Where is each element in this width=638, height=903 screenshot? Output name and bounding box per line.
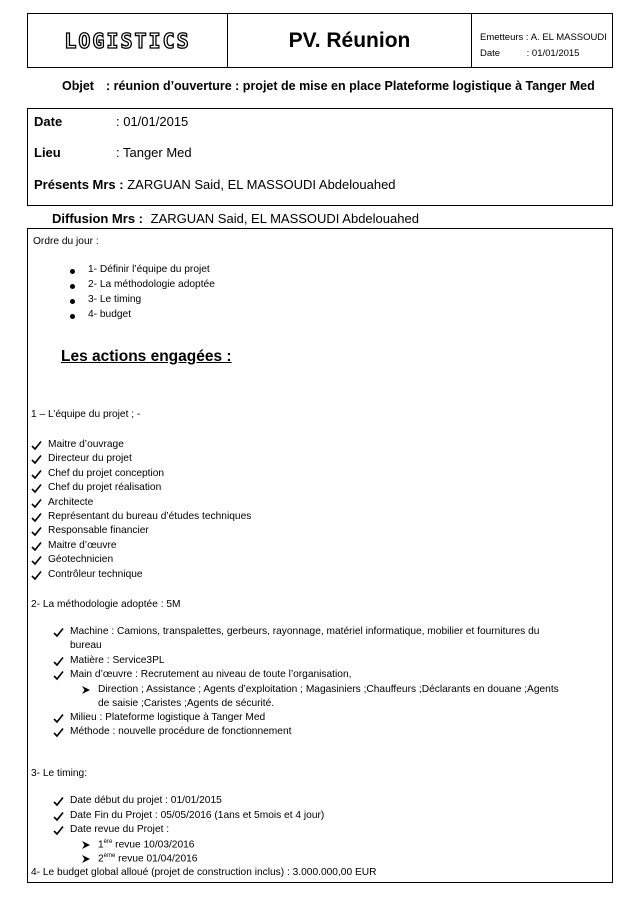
method-item-matiere: Matière : Service3PL — [53, 655, 165, 666]
timing-review: Date revue du Projet : — [53, 824, 169, 835]
budget-line: 4- Le budget global alloué (projet de construction inclus) : 3.000.000,00 EUR — [31, 867, 377, 878]
info-lieu-label: Lieu — [34, 145, 61, 160]
info-box — [27, 108, 613, 206]
agenda-item: 4- budget — [70, 309, 131, 320]
diffusion-label: Diffusion Mrs : — [52, 211, 143, 226]
actions-heading: Les actions engagées : — [61, 348, 232, 365]
objet-label: Objet — [62, 79, 94, 93]
arrow-bullet-icon — [81, 840, 91, 850]
team-title: 1 – L’équipe du projet ; - — [31, 409, 141, 420]
info-lieu-value: : Tanger Med — [116, 145, 192, 160]
method-title: 2- La méthodologie adoptée : 5M — [31, 599, 181, 610]
method-item-main-oeuvre: Main d’œuvre : Recrutement au niveau de toute l’organisation, — [53, 669, 351, 680]
agenda-item: 3- Le timing — [70, 294, 141, 305]
info-date-row — [34, 114, 188, 129]
info-lieu-row — [34, 145, 192, 160]
objet-value: : réunion d’ouverture : projet de mise en place Plateforme logistique à Tanger Med — [106, 79, 595, 93]
team-list-item: Responsable financier — [31, 525, 149, 536]
arrow-bullet-icon — [81, 854, 91, 864]
logo: LOGISTICS — [64, 28, 191, 53]
check-icon — [31, 541, 42, 552]
info-presents-label: Présents Mrs : — [34, 177, 124, 192]
team-list-item: Chef du projet conception — [31, 468, 164, 479]
team-list-item: Directeur du projet — [31, 453, 132, 464]
info-presents-value: ZARGUAN Said, EL MASSOUDI Abdelouahed — [127, 177, 396, 192]
timing-review-1: 1ère revue 10/03/2016 — [81, 839, 194, 850]
emitters-value: A. EL MASSOUDI — [530, 32, 607, 43]
check-icon — [31, 454, 42, 465]
info-date-label: Date — [34, 114, 63, 129]
team-list-item: Chef du projet réalisation — [31, 482, 161, 493]
check-icon — [31, 570, 42, 581]
check-icon — [53, 825, 64, 836]
method-item-methode: Méthode : nouvelle procédure de fonctionnement — [53, 726, 291, 737]
check-icon — [53, 811, 64, 822]
emitters-label: Emetteurs : — [480, 32, 529, 43]
info-date-value: : 01/01/2015 — [116, 114, 189, 129]
check-icon — [53, 670, 64, 681]
emitters-cell — [472, 14, 612, 67]
team-list-item: Géotechnicien — [31, 554, 113, 565]
timing-start: Date début du projet : 01/01/2015 — [53, 795, 222, 806]
diffusion-line — [52, 211, 419, 226]
header-table — [27, 13, 613, 68]
header-date-value: : 01/01/2015 — [526, 48, 580, 59]
header-date-label: Date — [480, 48, 501, 59]
method-item-milieu: Milieu : Plateforme logistique à Tanger Med — [53, 712, 265, 723]
method-item-machine-cont: bureau — [70, 640, 102, 651]
team-list-item: Représentant du bureau d’études techniques — [31, 511, 251, 522]
team-list-item: Architecte — [31, 497, 93, 508]
check-icon — [31, 512, 42, 523]
team-list-item: Contrôleur technique — [31, 569, 143, 580]
check-icon — [53, 627, 64, 638]
check-icon — [53, 656, 64, 667]
agenda-item: 1- Définir l’équipe du projet — [70, 264, 210, 275]
main-content-box — [27, 228, 613, 883]
method-subitem-direction-cont: de saisie ;Caristes ;Agents de sécurité. — [98, 698, 275, 709]
info-presents-row — [34, 177, 396, 192]
check-icon — [53, 727, 64, 738]
agenda-title: Ordre du jour : — [33, 236, 99, 247]
check-icon — [53, 713, 64, 724]
check-icon — [31, 498, 42, 509]
team-list-item: Maitre d’ouvrage — [31, 439, 124, 450]
logo-cell — [28, 14, 228, 67]
arrow-bullet-icon — [81, 685, 91, 695]
agenda-item: 2- La méthodologie adoptée — [70, 279, 215, 290]
diffusion-value: ZARGUAN Said, EL MASSOUDI Abdelouahed — [150, 211, 419, 226]
check-icon — [31, 440, 42, 451]
method-item-machine: Machine : Camions, transpalettes, gerbeurs, rayonnage, matériel informatique, mobilier et fournitures du — [53, 626, 539, 637]
check-icon — [31, 555, 42, 566]
document-title: PV. Réunion — [228, 14, 472, 67]
timing-title: 3- Le timing: — [31, 768, 88, 779]
timing-review-2: 2ème revue 01/04/2016 — [81, 853, 197, 864]
method-subitem-direction: Direction ; Assistance ; Agents d’exploitation ; Magasiniers ;Chauffeurs ;Déclarants en douane ;Agents — [81, 684, 559, 695]
objet-line — [62, 79, 595, 93]
check-icon — [31, 483, 42, 494]
check-icon — [31, 469, 42, 480]
team-list-item: Maitre d’œuvre — [31, 540, 117, 551]
check-icon — [53, 796, 64, 807]
timing-end: Date Fin du Projet : 05/05/2016 (1ans et 5mois et 4 jour) — [53, 810, 324, 821]
check-icon — [31, 526, 42, 537]
